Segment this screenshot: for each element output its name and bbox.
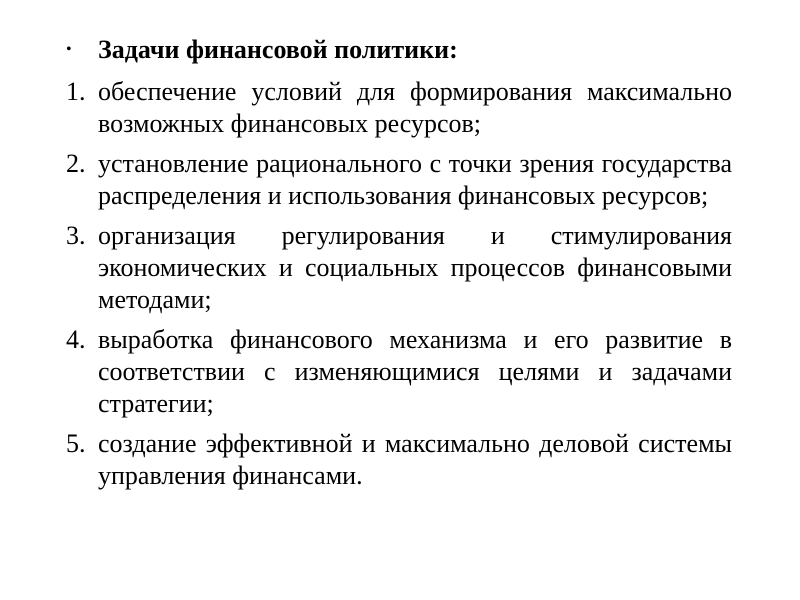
task-list (66, 76, 732, 492)
list-item-number: 3. (66, 221, 86, 250)
heading-row (66, 34, 732, 66)
list-item-number: 4. (66, 325, 86, 354)
list-item (66, 76, 732, 140)
list-item-number: 5. (66, 429, 86, 458)
list-item-text: организация регулирования и стимулирования экономических и социальных процессов финансовыми методами; (98, 221, 732, 314)
list-item-text: создание эффективной и максимально деловой системы управления финансами. (98, 429, 732, 490)
slide-heading: Задачи финансовой политики: (98, 35, 458, 64)
bullet-marker: • (66, 41, 72, 58)
list-item (66, 220, 732, 316)
list-item (66, 148, 732, 212)
list-item-number: 2. (66, 149, 86, 178)
list-item (66, 428, 732, 492)
list-item-number: 1. (66, 77, 86, 106)
list-item-text: выработка финансового механизма и его развитие в соответствии с изменяющимися целями и задачами стратегии; (98, 325, 732, 418)
list-item (66, 324, 732, 420)
list-item-text: установление рационального с точки зрения государства распределения и использования финансовых ресурсов; (98, 149, 732, 210)
list-item-text: обеспечение условий для формирования максимально возможных финансовых ресурсов; (98, 77, 732, 138)
